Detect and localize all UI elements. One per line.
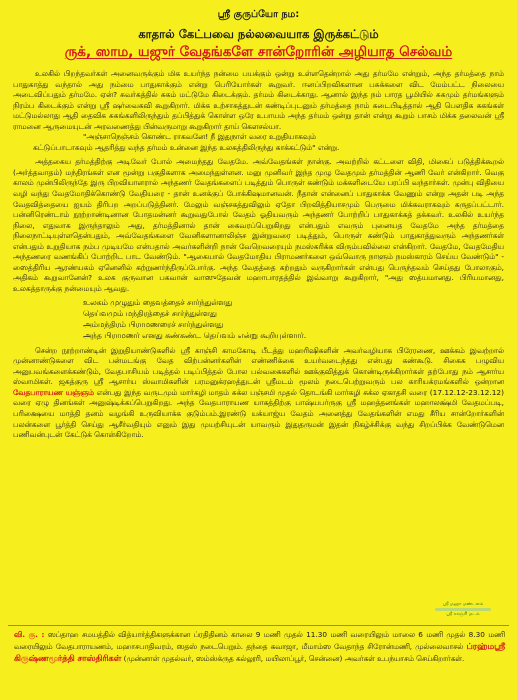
footer-lead: வி. கு. : bbox=[14, 630, 45, 639]
quote-block-line: அந்த பிராமணர் எனது கண்கண்ட தெய்வம் என்று கூறியுள்ளார். bbox=[83, 330, 307, 340]
quote-block-line: அம்மந்திரம் பிராமணரைச் சார்ந்துள்ளது bbox=[83, 320, 224, 330]
footer-note bbox=[14, 630, 505, 664]
quote-block-line: உலகம் முழுதும் தைவத்தைச் சார்ந்துள்ளது bbox=[83, 298, 233, 308]
paragraph-2: அத்தகைய தர்மத்திற்கு அடிவேர் போல் அமைந்தது வேதமே. அவ்வேதங்கள் நான்கு. அவற்றில் கட்டளை விதி, மிகைப் படுத்திக்கூறல் (அர்த்தவாதம்) மந்திரங்கள் என மூன்று பகுதிகளாக அமைந்துள்ளன. மனு முனிவர் இந்த முழு வேதமும் தர்மத்தின் ஆணி வேர் என்கிறார். வெகு காலம் முன்பிலிருந்தே இரு பிறவியாளரால் அந்தணர் வேதங்களைப் படித்தும் பொருள் கண்டும் மக்களிடையே பரப்பி வந்தார்கள். முன்பு விதியை வழி வந்து வேதமோதிக்கொண்டு வேதியரை - தான் உனக்குப் போக்கிஷமானவன். நீதான் என்னைப் பாதுகாக்க வேணும் என்று அதன் படி அந்த வேதவித்தையை ஐயம் திரிபற அறப்படுத்தினர். மேலும் வஞ்சகத்துவிலும் ஏதோ பிறவித்தியாசமும் பெருமை மிக்கவராகவும் கருதப்பட்டார். பன்னிரெண்டாம் நூற்றாண்டினான போதமன்னர் கூறுவதுபோல் வேதம் ஓதியவரும் அந்தணர் போற்றிப் பாதுகாக்கத் தக்கவர். உலகில் உயர்ந்த நிலை, எதுவாக இருந்தாலும் அது, தர்மத்தினால் தான் கைவரப்பெறுகிறது என்பதும் எவரும் புனையத வேதமே அந்த தர்மத்தை நிலைநாட்டியுள்ளதென்பதும், அவ்வேதங்களை வேனிகளானாலிஞ்ச இன்றுவரை படித்தும், பொருள் கண்டும் பாதுகாத்துவரும் அந்தணர்கள் என்பதும் உறுதியாக நம்ப முடியமே என்பதால் அவர்களின்றி நான் வேறெவரையும் நமஸ்கரிக்க விரும்பவில்லை என்கிறார். வேதமே, வேதமேதிய அந்தணரை வணங்கிப் போற்றிட பாட வேண்டும். "ஆகையால் வேதமோதிய பிராமணர்களை ஒவ்வொரு நாளும் நமஸ்காரம் செய்ய வேண்டும்" - ஸைத்திரிய ஆரண்யகம் ஏனெனில் கற்றுணர்ந்திருப்போர்கு. அந்த வேதத்தை கற்றதும் வருகிறார்கள் என்பது பெருந்தவம் செய்தது போலாகும், அதிகம் கூறுவானேன்? உலக குருவான பகவான் வாஸுதேவன் மஹாபாரதத்தில் இவ்வாறு கூறுகிறார், "அது ஸத்யமானது. பிரியமானது, உலகத்தாருக்கு நன்மையும் ஆவது. bbox=[13, 157, 504, 293]
organization-logo bbox=[435, 602, 491, 622]
quote-line-2: கட்டுப்பாடாகவும் ஆதரித்து வந்த தர்மம் உன்னை இந்த உலகத்திலிருந்து காக்கட்டும்" என்று. bbox=[33, 142, 340, 152]
quote-line-1: "அஞ்சாநெஞ்சம் கொண்ட ராகவனே! நீ இதுநாள் வரை உறுதியாகவும் bbox=[83, 132, 316, 142]
logo-text-1: ஸ்ரீ மஹா மண்டலம் bbox=[442, 602, 484, 607]
footer-text-start: ஸப்தாஹ சமயத்தில் வித்யார்த்திகளுக்கான ப்ரதிதினம் காலை 9 மணி முதல் 11.30 மணி வரையிலும் மாலை 6 மணி முதல் 8.30 மணி வரையிலும் வேதபாராயணம், மஹாசபாதிவரம், ஸதஸ் நடைபெறும். தந்தை கவாஜா, மீமாம்ஸ வேதாந்த சிரோன்மணி, முல்லைவாசல் bbox=[14, 630, 505, 651]
body-text bbox=[8, 69, 509, 441]
paragraph-3 bbox=[13, 346, 504, 441]
invocation-text: ஸ்ரீ குருப்யோ நம: bbox=[217, 9, 300, 20]
paragraph-3-end: என்பது இந்த வருடமும் மார்கழி மாதம் சுக்ல பஞ்சமி முதல் தொடங்கி மார்கழி சுக்ல ஏகாதசி வரை (17.12.12-23.12.12) வரை ஏழு தினங்கள் அனுஷ்டிக்கப்பெறுகிறது. அந்த வேதபாராயண யாகத்திற்கு பாஷ்யபர்ருகு ஸ்ரீ மஹத்தனங்கள் மஹாலக்ஷ்மி வேதமப்படி, பரிக்ஷையை மாத்தி தனம் வழங்கி உருவியாக்க குடும்பம்.இரண்டு யக்யாஜ்ய வேதம் அனைத்து வேதங்களின் எமது சீரிய சான்றோர்களின் பலன்களை பூர்த்தி செய்து ஆசீர்வதியும் எனும் இது முயற்சியுடன் யாவரும் இதுதருமன் இதன் நிகழ்ச்சிக்கு வந்து சிறப்பிக்க வேண்டுமென பணிவன்புடன் கேட்டுக் கொள்கிறோம். bbox=[13, 387, 504, 440]
quote-block bbox=[83, 298, 504, 341]
paragraph-1: உலகில் பிறந்தவர்கள் அனைவருக்கும் மிக உயர்ந்த நன்மை பயக்கும் ஒன்று உள்ளதென்றால் அது தர்மமே என்றும், அந்த தர்மத்தை நாம் பாதுகாத்து வந்தால் அது நம்மை பாதுகாக்கும் என்று பெரியோர்கள் கூறுவர். ஈனப்பிறவிகளான பசுக்களை விட மேம்பட்ட நிலையை அடைவிப்பதும் தர்மமே. ஏன்? சுவர்கத்தில் சுகம் மட்டுமே கிடைக்கும். தர்மம் கிடைக்காது. ஆனால் இந்த நம் பாரத பூமியில் சுகமும் தர்மங்களும் நிரம்ப கிடைக்கும் என்று ஸ்ரீ ஷர்வைகவி கூறுகிறார். மிக்க உற்சாகத்துடன் கண்டிப்புடனும் தர்மத்தை நாம் கடைபிடித்தால் ஆதி பௌதிக சுகங்கள் மட்டுமல்லாது ஆதி தைவிக சுகங்களிலிருந்தும் தப்பித்துக் கொள்ள ஒரே உபாயம் அந்த தர்மம் ஒன்று தான் என்று கூறும் பாசம் மிக்க தலைவன் ஸ்ரீ ராமனை ஆருமையுடன் அரவணைத்து பின்வருமாறு கூறுகிறார் தாய் கௌசல்யா. bbox=[13, 69, 504, 131]
page-title: ருக், ஸாம, யஜுர் வேதங்களே சான்றோரின் அழியாத செல்வம் bbox=[64, 44, 453, 60]
logo-bar bbox=[435, 608, 491, 611]
logo-text-2: ஸ்ரீ காஞ்சி மடம் bbox=[446, 612, 480, 617]
speaker-name: ப்ரஹ்மஸ்ரீ கிருஷ்ணமூர்த்தி சாஸ்திரிகள் bbox=[14, 640, 505, 663]
event-name-highlight: வேதபாராயண யஞ்ஞம் bbox=[13, 387, 94, 397]
footer-text-end: (முன்னாள் முதல்வர், ஸம்ஸ்க்ருத கல்லூரி, மயிலாப்பூர், சென்னை) அவர்கள் உபந்யாசம் செய்கிறார்கள். bbox=[121, 653, 465, 663]
paragraph-3-start: சென்ற நூற்றாண்டின் இறுதியாண்டுகளில் ஸ்ரீ காஞ்சி காமகோடி பீடத்து மஹரிஷிகளின் அவர்வழியாக பிரேரணை, ஊக்கம் இவற்றால் முன்னாண்டுகளை விட பன்மடங்கு வேத விற்பன்னர்களின் எண்ணிக்கை உயர்வடைந்தது என்பது கண்கூடு. சிகைக பழுவிய அனுபவங்களைக்கண்டும், வேதபாசியம் படித்தல் படிப்பித்தல் போல பல்வகைகளில் ஊக்குவித்துக் கொண்டிருக்கிறார்கள் தற்போது நம் ஆசார்ய ஸ்வாமிகள். ஜகத்குரு ஸ்ரீ ஆசார்ய ஸ்வாமிகளின் பரமனுக்ரஹத்துடன் ஸ்ரீமடம் மூலம் நடைபெற்றுவரும் பல காரியக்ரமங்களில் ஒன்றான bbox=[13, 345, 504, 387]
footer-divider bbox=[8, 625, 509, 626]
subtitle-text: காதால் கேட்பவை நல்லவையாக இருக்கட்டும் bbox=[138, 27, 379, 41]
quote-block-line: தெய்வமும் மந்திரத்தைச் சார்ந்துள்ளது bbox=[83, 309, 217, 319]
